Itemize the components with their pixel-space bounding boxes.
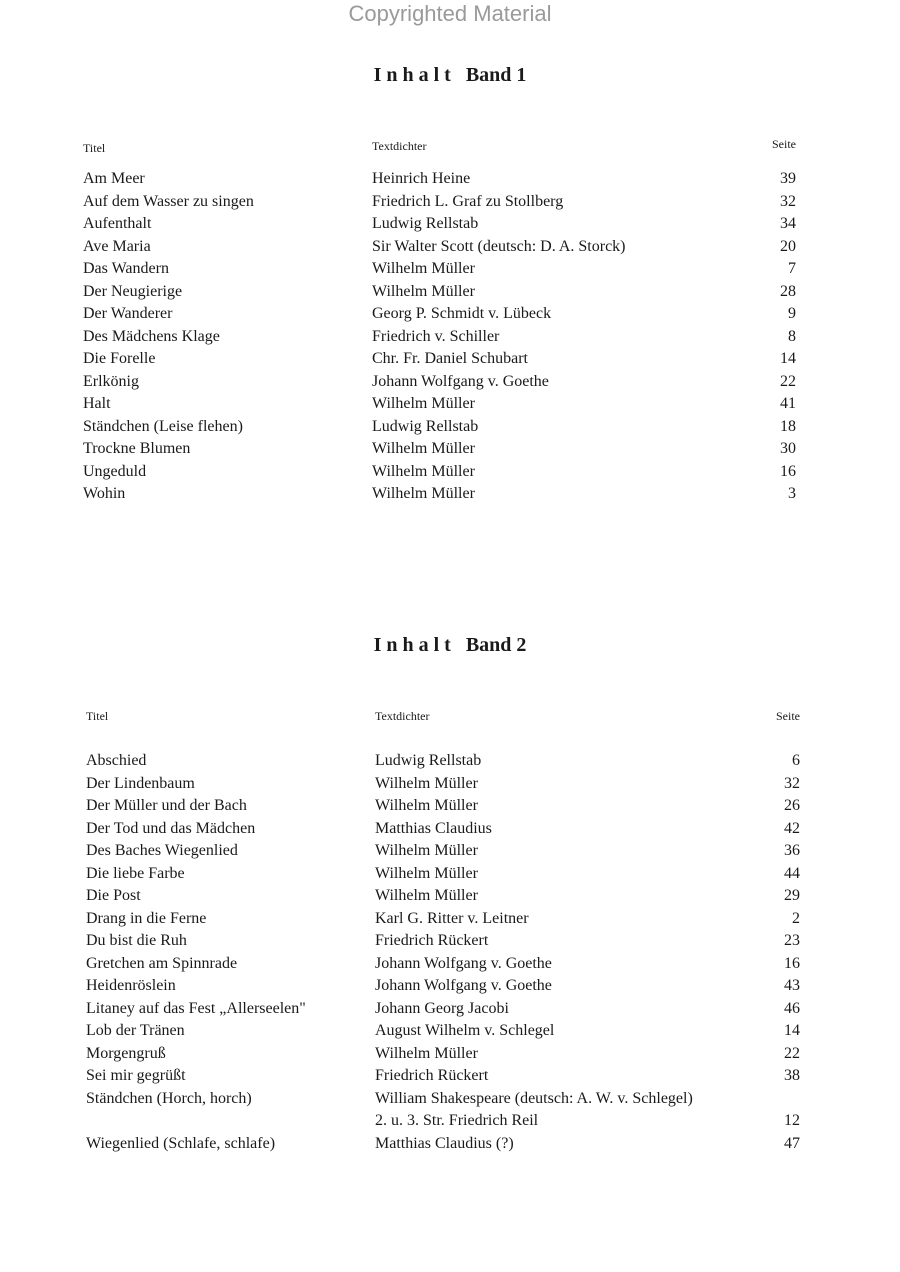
song-title: Gretchen am Spinnrade	[86, 954, 238, 972]
song-title: Aufenthalt	[83, 215, 152, 232]
band1-title-word: Inhalt	[373, 64, 456, 86]
page-number: 36	[784, 842, 800, 859]
page-number: 41	[780, 395, 796, 412]
page-number: 47	[784, 1134, 800, 1152]
page-number: 22	[780, 372, 796, 390]
band2-title	[0, 634, 900, 657]
song-title: Morgengruß	[86, 1044, 166, 1062]
page-number: 39	[780, 170, 796, 187]
song-title: Das Wandern	[83, 260, 169, 277]
toc-row	[86, 1020, 806, 1043]
lyricist: Friedrich Rückert	[375, 1067, 489, 1084]
band2-title-band: Band 2	[465, 634, 527, 656]
band2-title-word: Inhalt	[373, 634, 456, 656]
lyricist: 2. u. 3. Str. Friedrich Reil	[375, 1112, 539, 1129]
band1-toc-list	[83, 168, 803, 506]
song-title: Des Mädchens Klage	[83, 327, 220, 345]
song-title: Am Meer	[83, 170, 145, 187]
toc-row	[83, 371, 803, 394]
toc-row	[83, 303, 803, 326]
page-number: 6	[792, 752, 800, 769]
page-number: 3	[788, 485, 796, 502]
song-title: Wohin	[83, 485, 126, 502]
page-number: 7	[788, 260, 796, 277]
song-title: Auf dem Wasser zu singen	[83, 192, 254, 210]
song-title: Abschied	[86, 752, 147, 769]
lyricist: William Shakespeare (deutsch: A. W. v. Schlegel)	[375, 1089, 693, 1107]
band2-toc-list	[86, 750, 806, 1155]
toc-row	[83, 438, 803, 461]
copyright-watermark: Copyrighted Material	[348, 1, 552, 26]
page-number: 16	[780, 462, 796, 480]
page-number: 43	[784, 977, 800, 994]
song-title: Lob der Tränen	[86, 1022, 185, 1039]
toc-row	[86, 818, 806, 841]
lyricist: Chr. Fr. Daniel Schubart	[372, 350, 528, 367]
toc-row	[83, 416, 803, 439]
song-title: Sei mir gegrüßt	[86, 1067, 186, 1084]
page-number: 12	[784, 1112, 800, 1129]
toc-row	[86, 840, 806, 863]
lyricist: Wilhelm Müller	[372, 440, 475, 457]
song-title: Ständchen (Horch, horch)	[86, 1089, 252, 1107]
lyricist: Friedrich v. Schiller	[372, 327, 500, 345]
band1-col-page: Seite	[772, 137, 796, 151]
song-title: Die liebe Farbe	[86, 864, 185, 882]
page-number: 32	[780, 192, 796, 210]
lyricist: Sir Walter Scott (deutsch: D. A. Storck)	[372, 237, 626, 255]
toc-row	[86, 863, 806, 886]
song-title: Heidenröslein	[86, 977, 176, 994]
toc-row	[83, 281, 803, 304]
page-number: 30	[780, 440, 796, 457]
page-number: 14	[780, 350, 796, 367]
toc-row	[83, 191, 803, 214]
toc-row	[86, 1133, 806, 1156]
band1-title	[0, 64, 900, 87]
lyricist: Wilhelm Müller	[375, 887, 478, 904]
lyricist: Wilhelm Müller	[375, 797, 478, 814]
song-title: Ständchen (Leise flehen)	[83, 417, 243, 435]
toc-row	[86, 975, 806, 998]
band1-col-title: Titel	[83, 141, 106, 155]
page-number: 20	[780, 237, 796, 255]
song-title: Der Tod und das Mädchen	[86, 819, 256, 837]
lyricist: Ludwig Rellstab	[372, 417, 479, 435]
song-title: Wiegenlied (Schlafe, schlafe)	[86, 1134, 276, 1152]
band2-col-page: Seite	[776, 709, 800, 723]
page-number: 8	[788, 327, 796, 345]
toc-row	[86, 953, 806, 976]
lyricist: Georg P. Schmidt v. Lübeck	[372, 305, 552, 322]
lyricist: Wilhelm Müller	[375, 1044, 478, 1062]
song-title: Die Post	[86, 887, 141, 904]
page-number: 38	[784, 1067, 800, 1084]
lyricist: Friedrich Rückert	[375, 932, 489, 949]
lyricist: Wilhelm Müller	[372, 260, 475, 277]
lyricist: August Wilhelm v. Schlegel	[375, 1022, 555, 1039]
song-title: Erlkönig	[83, 372, 139, 390]
page-number: 16	[784, 954, 800, 972]
lyricist: Wilhelm Müller	[372, 395, 475, 412]
toc-row	[86, 908, 806, 931]
page-number: 42	[784, 819, 800, 837]
toc-row	[83, 483, 803, 506]
toc-row	[86, 773, 806, 796]
toc-row	[86, 750, 806, 773]
song-title: Der Neugierige	[83, 282, 183, 300]
song-title: Halt	[83, 395, 111, 412]
lyricist: Johann Georg Jacobi	[375, 999, 509, 1017]
lyricist: Wilhelm Müller	[375, 864, 478, 882]
page-number: 9	[788, 305, 796, 322]
lyricist: Matthias Claudius (?)	[375, 1134, 514, 1152]
toc-row	[83, 393, 803, 416]
page-number: 18	[780, 417, 796, 435]
page-number: 44	[784, 864, 800, 882]
song-title: Litaney auf das Fest „Allerseelen"	[86, 999, 306, 1017]
song-title: Trockne Blumen	[83, 440, 191, 457]
toc-row	[86, 885, 806, 908]
song-title: Die Forelle	[83, 350, 156, 367]
band2-col-author: Textdichter	[375, 709, 430, 723]
song-title: Der Lindenbaum	[86, 774, 195, 792]
page-number: 46	[784, 999, 800, 1017]
toc-row	[86, 1088, 806, 1111]
page-number: 28	[780, 282, 796, 300]
lyricist: Wilhelm Müller	[372, 462, 475, 480]
lyricist: Ludwig Rellstab	[375, 752, 482, 769]
page-number: 14	[784, 1022, 800, 1039]
toc-row	[86, 1043, 806, 1066]
song-title: Der Wanderer	[83, 305, 173, 322]
lyricist: Heinrich Heine	[372, 170, 471, 187]
lyricist: Johann Wolfgang v. Goethe	[375, 954, 552, 972]
toc-row	[86, 998, 806, 1021]
page-number: 22	[784, 1044, 800, 1062]
lyricist: Karl G. Ritter v. Leitner	[375, 909, 529, 927]
song-title: Ungeduld	[83, 462, 147, 480]
lyricist: Ludwig Rellstab	[372, 215, 479, 232]
lyricist: Wilhelm Müller	[372, 485, 475, 502]
toc-row	[83, 326, 803, 349]
band2-col-title: Titel	[86, 709, 109, 723]
lyricist: Johann Wolfgang v. Goethe	[372, 372, 549, 390]
toc-row	[86, 930, 806, 953]
lyricist: Wilhelm Müller	[375, 842, 478, 859]
toc-row	[86, 1065, 806, 1088]
lyricist: Friedrich L. Graf zu Stollberg	[372, 192, 564, 210]
toc-row	[83, 258, 803, 281]
page-number: 26	[784, 797, 800, 814]
song-title: Des Baches Wiegenlied	[86, 842, 238, 859]
toc-row	[86, 1110, 806, 1133]
page-number: 32	[784, 774, 800, 792]
lyricist: Wilhelm Müller	[372, 282, 475, 300]
band1-col-author: Textdichter	[372, 139, 427, 153]
toc-row	[83, 168, 803, 191]
song-title: Du bist die Ruh	[86, 932, 187, 949]
song-title: Der Müller und der Bach	[86, 797, 247, 814]
toc-row	[83, 348, 803, 371]
page-number: 29	[784, 887, 800, 904]
page-number: 2	[792, 909, 800, 927]
lyricist: Johann Wolfgang v. Goethe	[375, 977, 552, 994]
toc-row	[83, 236, 803, 259]
song-title: Ave Maria	[83, 237, 151, 255]
page-number: 34	[780, 215, 796, 232]
toc-row	[86, 795, 806, 818]
band1-title-band: Band 1	[465, 64, 527, 86]
toc-row	[83, 213, 803, 236]
toc-row	[83, 461, 803, 484]
song-title: Drang in die Ferne	[86, 909, 207, 927]
lyricist: Wilhelm Müller	[375, 774, 478, 792]
page-number: 23	[784, 932, 800, 949]
lyricist: Matthias Claudius	[375, 819, 492, 837]
